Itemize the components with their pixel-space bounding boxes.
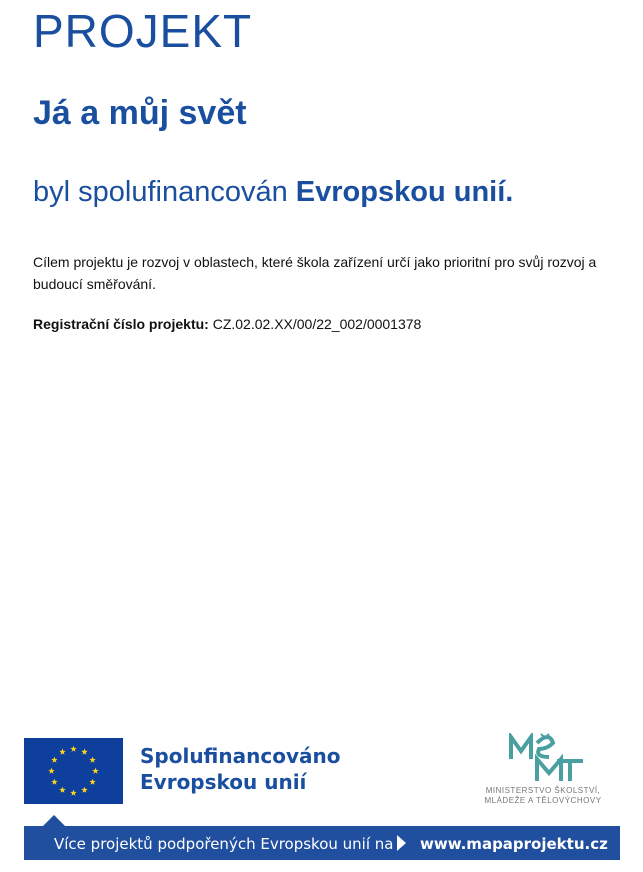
registration-number bbox=[33, 315, 421, 333]
project-name: Já a můj svět bbox=[33, 94, 247, 132]
msmt-caption bbox=[468, 786, 618, 806]
eu-logo-line1: Spolufinancováno bbox=[140, 744, 341, 768]
page-heading: PROJEKT bbox=[33, 5, 253, 57]
cofinanced-statement bbox=[33, 178, 513, 207]
msmt-letter-s bbox=[537, 737, 553, 757]
project-description: Cílem projektu je rozvoj v oblastech, které škola zařízení určí jako prioritní pro svůj rozvoj a budoucí směřování. bbox=[33, 254, 597, 292]
cofinanced-eu: Evropskou unií. bbox=[295, 176, 514, 208]
banner-url-link[interactable]: www.mapaprojektu.cz bbox=[420, 835, 608, 853]
play-arrow-icon bbox=[397, 835, 406, 851]
msmt-caption-line1: MINISTERSTVO ŠKOLSTVÍ, bbox=[485, 786, 601, 795]
msmt-caption-line2: MLÁDEŽE A TĚLOVÝCHOVY bbox=[484, 796, 602, 805]
banner-text: Více projektů podpořených Evropskou unií na bbox=[54, 835, 394, 853]
msmt-logo-icon bbox=[507, 733, 587, 783]
registration-value: CZ.02.02.XX/00/22_002/0001378 bbox=[212, 316, 422, 332]
eu-logo-text bbox=[140, 743, 340, 795]
mapaprojektu-banner[interactable] bbox=[24, 826, 620, 860]
eu-flag-icon bbox=[24, 738, 123, 804]
msmt-letter-m1 bbox=[511, 737, 531, 759]
cofinanced-prefix: byl spolufinancován bbox=[33, 176, 288, 208]
eu-logo-line2: Evropskou unií bbox=[140, 770, 307, 794]
registration-label: Registrační číslo projektu: bbox=[33, 316, 209, 332]
